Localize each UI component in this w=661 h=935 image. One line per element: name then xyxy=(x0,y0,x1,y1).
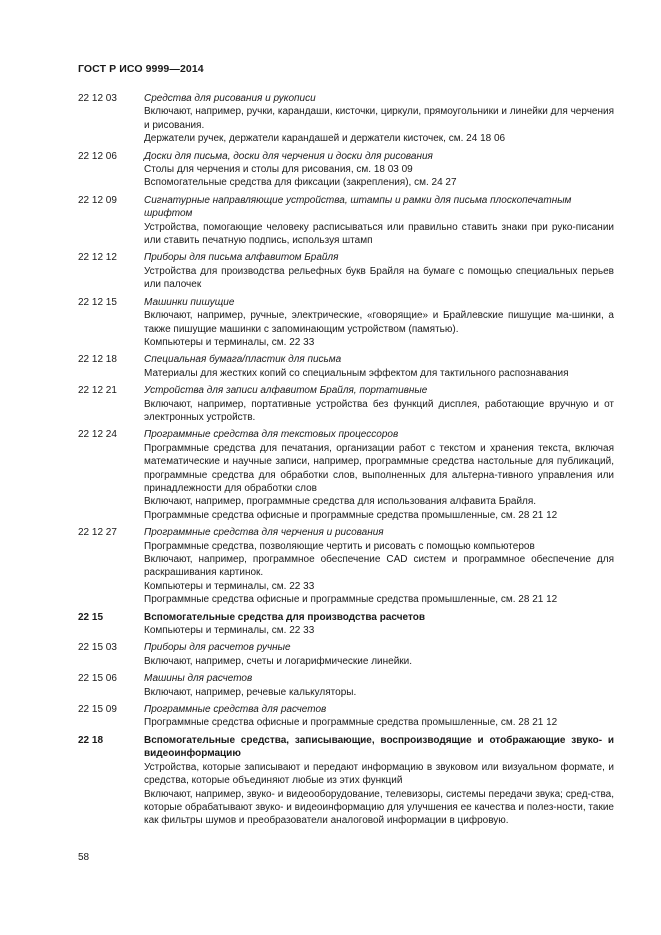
classification-entry xyxy=(78,703,614,730)
entry-description: Столы для черчения и столы для рисования, см. 18 03 09 xyxy=(144,164,413,176)
entry-body xyxy=(144,703,614,730)
entry-description: Программные средства офисные и программные средства промышленные, см. 28 21 12 xyxy=(144,509,558,521)
entry-description: Включают, например, ручки, карандаши, кисточки, циркули, прямоугольники и линейки для черчения и рисования. xyxy=(144,106,614,131)
entry-description: Материалы для жестких копий со специальным эффектом для тактильного распознавания xyxy=(144,367,569,379)
entry-description: Компьютеры и терминалы, см. 22 33 xyxy=(144,625,315,637)
entry-description: Устройства, которые записывают и передают информацию в звуковом или визуальном формате, и средства, которые объединяют любые из этих функций xyxy=(144,761,614,787)
entry-description: Программные средства офисные и программные средства промышленные, см. 28 21 12 xyxy=(144,717,558,729)
entry-body xyxy=(144,92,614,146)
entry-code: 22 15 03 xyxy=(78,642,117,654)
entry-code: 22 12 12 xyxy=(78,252,117,264)
entry-description: Программные средства офисные и программные средства промышленные, см. 28 21 12 xyxy=(144,594,558,606)
classification-entry xyxy=(78,194,614,248)
entry-title: Машины для расчетов xyxy=(144,673,253,685)
entry-code: 22 15 09 xyxy=(78,704,117,716)
entry-title: Машинки пишущие xyxy=(144,296,235,308)
entry-title: Устройства для записи алфавитом Брайля, портативные xyxy=(144,385,428,397)
entry-description: Включают, например, программное обеспечение CAD систем и программное обеспечение для раскрашивания картинок. xyxy=(144,554,614,579)
entry-body xyxy=(144,296,614,350)
entry-description: Включают, например, речевые калькуляторы. xyxy=(144,686,357,698)
entry-body xyxy=(144,150,614,190)
classification-entry xyxy=(78,641,614,668)
entry-description: Включают, например, счеты и логарифмические линейки. xyxy=(144,655,413,667)
entry-description: Включают, например, портативные устройства без функций дисплея, работающие вручную и от электронных устройств. xyxy=(144,398,614,423)
classification-entry xyxy=(78,611,614,638)
entry-title: Приборы для письма алфавитом Брайля xyxy=(144,252,339,264)
entry-body xyxy=(144,194,614,248)
classification-entry xyxy=(78,296,614,350)
entry-description: Включают, например, звуко- и видеооборудование, телевизоры, системы передачи звука; сред-ства, которые обрабатывают звуко- и видеоинформацию для улучшения ее качества и полез-ности, такие как фильтры шумов и преобразователи аналоговой информации в цифровую. xyxy=(144,788,614,827)
entry-title: Сигнатурные направляющие устройства, штампы и рамки для письма плоскопечатным шрифтом xyxy=(144,194,572,220)
document-header: ГОСТ Р ИСО 9999—2014 xyxy=(78,63,204,75)
entry-body xyxy=(144,641,614,668)
entry-code: 22 18 xyxy=(78,734,104,746)
entry-description: Устройства для производства рельефных букв Брайля на бумаге с помощью специальных перьев или палочек xyxy=(144,265,614,291)
entry-description: Программные средства, позволяющие чертить и рисовать с помощью компьютеров xyxy=(144,540,535,552)
classification-entry xyxy=(78,384,614,424)
classification-entry xyxy=(78,734,614,828)
page-number: 58 xyxy=(78,852,90,863)
entry-title: Приборы для расчетов ручные xyxy=(144,642,291,654)
entry-title: Программные средства для расчетов xyxy=(144,704,327,716)
classification-list xyxy=(78,92,614,832)
entry-code: 22 12 03 xyxy=(78,93,117,104)
entry-title: Программные средства для черчения и рисования xyxy=(144,527,384,539)
entry-description: Устройства, помогающие человеку расписываться или правильно ставить знаки при руко-писании или ставить печатную подпись, используя штамп xyxy=(144,221,614,247)
entry-description: Компьютеры и терминалы, см. 22 33 xyxy=(144,580,315,592)
entry-code: 22 12 06 xyxy=(78,150,117,162)
entry-body xyxy=(144,734,614,828)
entry-title: Специальная бумага/пластик для письма xyxy=(144,354,342,366)
entry-description: Включают, например, программные средства для использования алфавита Брайля. xyxy=(144,496,537,508)
entry-body xyxy=(144,251,614,291)
entry-title: Вспомогательные средства для производства расчетов xyxy=(144,611,425,623)
entry-code: 22 12 27 xyxy=(78,527,117,539)
classification-entry xyxy=(78,251,614,291)
entry-body xyxy=(144,611,614,638)
entry-code: 22 12 24 xyxy=(78,429,117,441)
entry-body xyxy=(144,428,614,522)
entry-body xyxy=(144,384,614,424)
entry-description: Держатели ручек, держатели карандашей и держатели кисточек, см. 24 18 06 xyxy=(144,133,506,145)
classification-entry xyxy=(78,92,614,146)
entry-code: 22 12 09 xyxy=(78,194,117,206)
entry-title: Вспомогательные средства, записывающие, воспроизводящие и отображающие звуко- и видеоинформацию xyxy=(144,734,614,760)
entry-body xyxy=(144,672,614,699)
entry-title: Средства для рисования и рукописи xyxy=(144,93,316,104)
entry-description: Компьютеры и терминалы, см. 22 33 xyxy=(144,336,315,348)
entry-code: 22 15 xyxy=(78,611,104,623)
entry-code: 22 15 06 xyxy=(78,673,117,685)
entry-body xyxy=(144,526,614,606)
classification-entry xyxy=(78,672,614,699)
entry-description: Вспомогательные средства для фиксации (закрепления), см. 24 27 xyxy=(144,177,457,189)
classification-entry xyxy=(78,428,614,522)
classification-entry xyxy=(78,150,614,190)
classification-entry xyxy=(78,353,614,380)
entry-description: Программные средства для печатания, организации работ с текстом и хранения текста, включая математические и научные записи, например, программные средства настольные для публикаций, программные средства для обработки слов, выполненных для альтерна-тивного управления или принадлежности для обработки слов xyxy=(144,442,614,494)
entry-body xyxy=(144,353,614,380)
entry-title: Программные средства для текстовых процессоров xyxy=(144,429,399,441)
entry-description: Включают, например, ручные, электрические, «говорящие» и Брайлевские пишущие ма-шинки, а также пишущие машинки с запоминающим устройством (памятью). xyxy=(144,310,614,335)
entry-title: Доски для письма, доски для черчения и доски для рисования xyxy=(144,150,433,162)
entry-code: 22 12 18 xyxy=(78,354,117,366)
entry-code: 22 12 15 xyxy=(78,296,117,308)
classification-entry xyxy=(78,526,614,606)
entry-code: 22 12 21 xyxy=(78,385,117,397)
